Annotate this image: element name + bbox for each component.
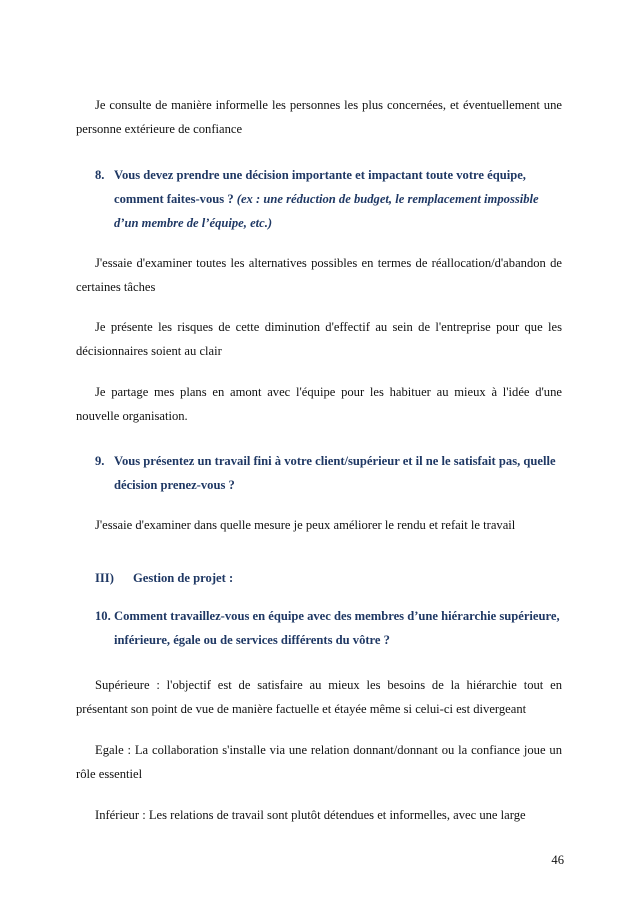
- paragraph-equal: Egale : La collaboration s'installe via une relation donnant/donnant ou la confiance joue un rôle essentiel: [76, 743, 562, 781]
- section-number: III): [95, 571, 114, 585]
- paragraph-superior: Supérieure : l'objectif est de satisfaire au mieux les besoins de la hiérarchie tout en présentant son point de vue de manière factuelle et étayée même si celui-ci est divergeant: [76, 678, 562, 716]
- page-number: 46: [551, 853, 564, 867]
- paragraph-risks: Je présente les risques de cette diminution d'effectif au sein de l'entreprise pour que les décisionnaires soient au clair: [76, 320, 562, 358]
- question-8: [95, 163, 564, 235]
- section-heading: [95, 566, 233, 590]
- paragraph-informal-consultation: Je consulte de manière informelle les personnes les plus concernées, et éventuellement une personne extérieure de confiance: [76, 98, 562, 136]
- question-9: [95, 449, 564, 497]
- question-text: Vous devez prendre une décision importante et impactant toute votre équipe, comment faites-vous ?: [114, 168, 526, 206]
- question-number: 10.: [95, 609, 111, 623]
- question-example: (ex : une réduction de budget, le remplacement impossible d’un membre de l’équipe, etc.): [114, 192, 539, 230]
- question-text: Comment travaillez-vous en équipe avec des membres d’une hiérarchie supérieure, inférieure, égale ou de services différents du vôtre ?: [114, 609, 560, 647]
- section-title: Gestion de projet :: [133, 571, 234, 585]
- question-10: [95, 604, 564, 652]
- paragraph-share-plans: Je partage mes plans en amont avec l'équipe pour les habituer au mieux à l'idée d'une nouvelle organisation.: [76, 385, 562, 423]
- paragraph-alternatives: J'essaie d'examiner toutes les alternatives possibles en termes de réallocation/d'abandon de certaines tâches: [76, 256, 562, 294]
- paragraph-inferior: Inférieur : Les relations de travail sont plutôt détendues et informelles, avec une large: [95, 808, 526, 822]
- paragraph-improve-work: J'essaie d'examiner dans quelle mesure je peux améliorer le rendu et refait le travail: [95, 518, 516, 532]
- question-text: Vous présentez un travail fini à votre client/supérieur et il ne le satisfait pas, quelle décision prenez-vous ?: [114, 454, 556, 492]
- question-number: 8.: [95, 168, 105, 182]
- question-number: 9.: [95, 454, 105, 468]
